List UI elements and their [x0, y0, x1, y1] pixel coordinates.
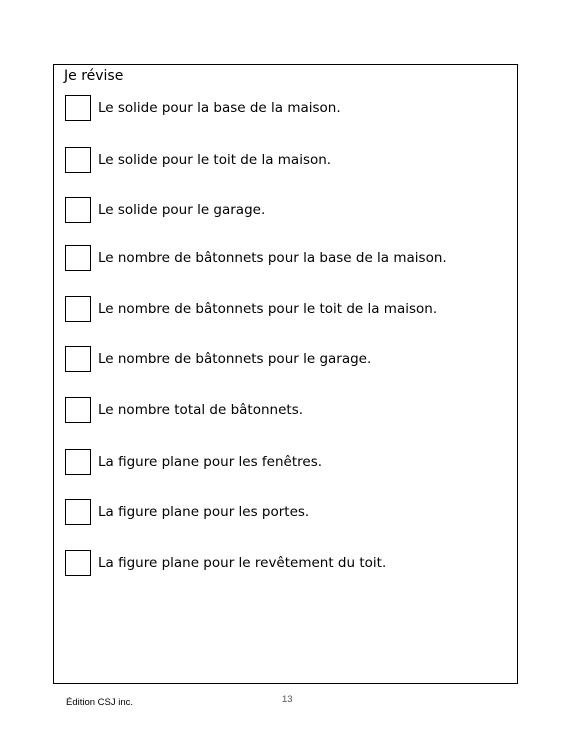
answer-box[interactable]: [65, 499, 91, 525]
review-item-label: La figure plane pour les portes.: [98, 504, 310, 520]
review-item-label: La figure plane pour le revêtement du toit.: [98, 555, 387, 571]
review-item-house-roof-solid: [65, 146, 331, 174]
review-item-total-sticks: [65, 396, 303, 424]
page-number: 13: [282, 694, 293, 705]
review-item-label: Le solide pour la base de la maison.: [98, 100, 341, 116]
review-item-label: Le solide pour le toit de la maison.: [98, 152, 332, 168]
review-item-roof-covering-figure: [65, 549, 386, 577]
review-heading: Je révise: [64, 68, 124, 84]
answer-box[interactable]: [65, 550, 91, 576]
review-item-label: Le nombre total de bâtonnets.: [98, 402, 304, 418]
review-item-house-base-sticks: [65, 244, 447, 272]
answer-box[interactable]: [65, 95, 91, 121]
review-item-house-roof-sticks: [65, 295, 437, 323]
answer-box[interactable]: [65, 245, 91, 271]
review-item-garage-solid: [65, 196, 265, 224]
review-item-house-base-solid: [65, 94, 341, 122]
answer-box[interactable]: [65, 197, 91, 223]
answer-box[interactable]: [65, 397, 91, 423]
answer-box[interactable]: [65, 346, 91, 372]
answer-box[interactable]: [65, 296, 91, 322]
review-item-door-figure: [65, 498, 309, 526]
review-item-label: Le nombre de bâtonnets pour la base de la maison.: [98, 250, 447, 266]
review-item-label: Le nombre de bâtonnets pour le toit de la maison.: [98, 301, 438, 317]
review-box: [53, 64, 518, 684]
review-item-label: La figure plane pour les fenêtres.: [98, 454, 323, 470]
review-item-label: Le solide pour le garage.: [98, 202, 266, 218]
answer-box[interactable]: [65, 147, 91, 173]
answer-box[interactable]: [65, 449, 91, 475]
review-item-garage-sticks: [65, 345, 371, 373]
publisher-credit: Édition CSJ inc.: [66, 697, 134, 708]
review-item-window-figure: [65, 448, 322, 476]
review-item-label: Le nombre de bâtonnets pour le garage.: [98, 351, 372, 367]
